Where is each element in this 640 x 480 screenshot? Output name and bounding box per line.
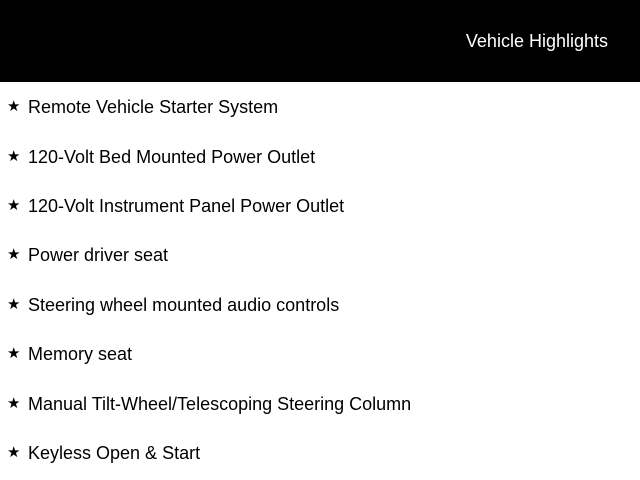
page-title: Vehicle Highlights (465, 31, 608, 51)
star-icon: ★ (7, 197, 21, 214)
highlight-label: Steering wheel mounted audio controls (28, 295, 340, 315)
header-bar (0, 0, 640, 82)
highlight-label: Memory seat (28, 344, 133, 364)
list-item (0, 393, 640, 417)
star-icon: ★ (7, 345, 21, 362)
star-icon: ★ (7, 444, 21, 461)
list-item (0, 195, 640, 219)
list-item (0, 343, 640, 367)
star-icon: ★ (7, 395, 21, 412)
list-item (0, 244, 640, 268)
list-item (0, 294, 640, 318)
star-icon: ★ (7, 246, 21, 263)
star-icon: ★ (7, 148, 21, 165)
highlight-label: Power driver seat (28, 245, 169, 265)
highlight-label: Manual Tilt-Wheel/Telescoping Steering Column (28, 394, 412, 414)
highlight-label: Remote Vehicle Starter System (28, 97, 279, 117)
star-icon: ★ (7, 296, 21, 313)
list-item (0, 442, 640, 466)
star-icon: ★ (7, 98, 21, 115)
list-item (0, 96, 640, 120)
highlight-label: Keyless Open & Start (28, 443, 201, 463)
highlight-label: 120-Volt Bed Mounted Power Outlet (28, 147, 316, 167)
list-item (0, 146, 640, 170)
highlight-label: 120-Volt Instrument Panel Power Outlet (28, 196, 345, 216)
